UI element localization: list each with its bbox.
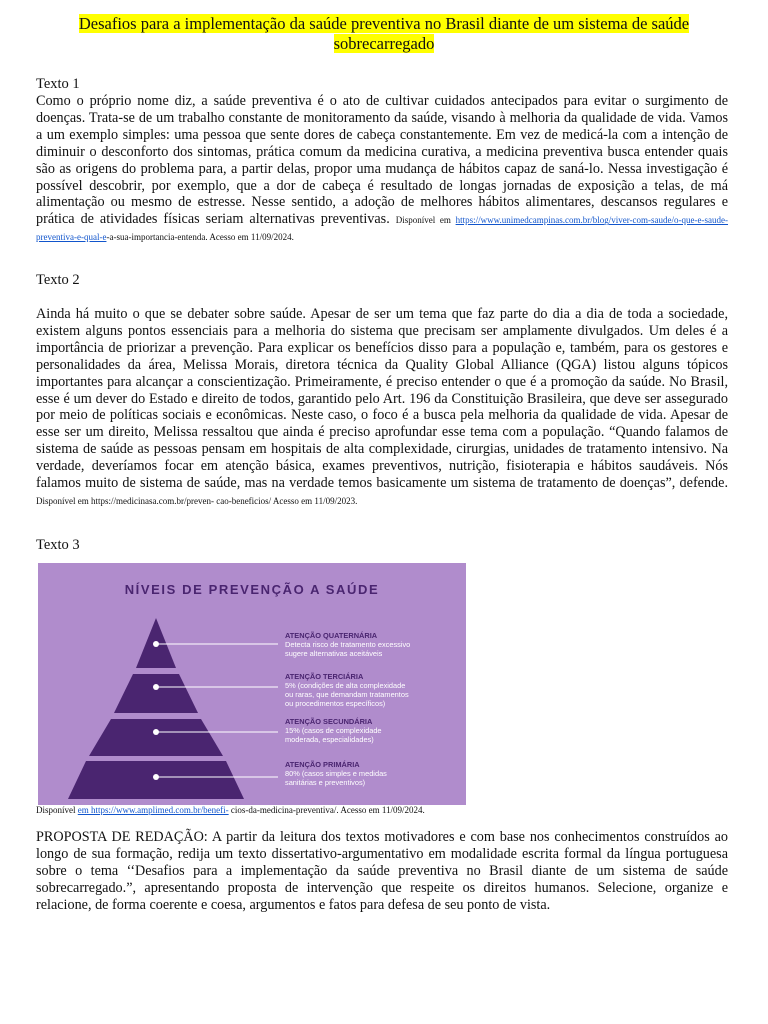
level-line-tertiary-1: 5% (condições de alta complexidade <box>285 681 406 690</box>
document-title <box>36 14 732 54</box>
texto1-source-prefix: Disponível em <box>395 215 451 226</box>
level-line-quaternary-2: sugere alternativas aceitáveis <box>285 649 383 658</box>
texto2-source: Disponível em https://medicinasa.com.br/preven- cao-beneficios/ Acesso em 11/09/2023. <box>36 495 358 506</box>
level-line-secondary-1: 15% (casos de complexidade <box>285 726 382 735</box>
level-heading-primary: ATENÇÃO PRIMÁRIA <box>285 760 360 769</box>
texto1-source-suffix: -a-sua-importancia-entenda. Acesso em 11/09/2024. <box>106 232 294 243</box>
figure-title: NÍVEIS DE PREVENÇÃO A SAÚDE <box>124 582 380 597</box>
pyramid-level-secondary <box>89 719 223 756</box>
texto3-caption-prefix: Disponível <box>36 805 78 815</box>
texto2-label: Texto 2 <box>36 272 80 288</box>
texto1-label: Texto 1 <box>36 76 80 92</box>
level-line-secondary-2: moderada, especialidades) <box>285 735 374 744</box>
level-heading-tertiary: ATENÇÃO TERCIÁRIA <box>285 672 364 681</box>
texto2-paragraph <box>36 306 728 509</box>
level-line-tertiary-2: ou raras, que demandam tratamentos <box>285 690 409 699</box>
prevention-pyramid-graphic <box>38 563 466 805</box>
level-line-quaternary-1: Detecta risco de tratamento excessivo <box>285 640 411 649</box>
texto3-label: Texto 3 <box>36 537 80 553</box>
texto1-body: Como o próprio nome diz, a saúde preventiva é o ato de cultivar cuidados antecipados para evitar o surgimento de doenças. Trata-se de um trabalho constante de monitoramento da saúde, visando à melhoria da qualidade de vida. Vamos a um exemplo simples: uma pessoa que sente dores de cabeça constantemente. Em vez de medicá-la com a intenção de diminuir o desconforto dos sintomas, prática comum da medicina curativa, a medicina preventiva busca entender quais são as origens do problema para, a partir delas, propor uma mudança de hábitos capaz de saná-lo. Nessa investigação é possível descobrir, por exemplo, que a dor de cabeça é resultado de longas jornadas de exposição a telas, de má alimentação ou mesmo de estresse. Nesse sentido, a adoção de melhores hábitos alimentares, descansos regulares e prática de atividades físicas seriam alternativas preventivas. <box>36 93 728 228</box>
texto2-body: Ainda há muito o que se debater sobre saúde. Apesar de ser um tema que faz parte do dia a dia de toda a sociedade, existem alguns pontos essenciais para a melhoria do sistema que precisam ser amplamente divulgados. Um deles é a importância de priorizar a prevenção. Para explicar os benefícios disso para a população e, também, para os gestores e personalidades da área, Melissa Morais, diretora técnica da Quality Global Alliance (QGA) listou alguns tópicos importantes para alcançar a conscientização. Primeiramente, é preciso entender o que é a promoção da saúde. No Brasil, esse é um dever do Estado e direito de todos, garantido pelo Art. 196 da Constituição Brasileira, que deve ser assegurado por meio de políticas sociais e econômicas. Neste caso, o foco é a busca pela melhoria da qualidade de vida. Apesar de esse ser um direito, Melissa ressaltou que ainda é preciso aprofundar esse tema com a população. “Quando falamos de sistema de saúde as pessoas pensam em hospitais de alta complexidade, cirurgias, unidades de tratamento intensivo. Na verdade, deveríamos focar em atenção básica, exames preventivos, nutrição, fisioterapia e hábitos saudáveis. Nós falamos muito de sistema de saúde, mas na verdade temos basicamente um sistema de tratamento de doenças”, defende. <box>36 306 728 492</box>
prevention-levels-figure <box>38 563 466 805</box>
texto3-caption <box>36 805 425 816</box>
proposta-paragraph: PROPOSTA DE REDAÇÃO: A partir da leitura dos textos motivadores e com base nos conhecimentos construídos ao longo de sua formação, redija um texto dissertativo-argumentativo em modalidade escrita formal da língua portuguesa sobre o tema ‘‘Desafios para a implementação da saúde preventiva no Brasil diante de um sistema de saúde sobrecarregado.”, apresentando proposta de intervenção que respeite os direitos humanos. Selecione, organize e relacione, de forma coerente e coesa, argumentos e fatos para defesa de seu ponto de vista. <box>36 829 728 913</box>
texto3-caption-suffix: cios-da-medicina-preventiva/. Acesso em 11/09/2024. <box>228 805 425 815</box>
level-line-primary-1: 80% (casos simples e medidas <box>285 769 387 778</box>
texto3-caption-link[interactable]: em https://www.amplimed.com.br/benefi- <box>77 805 229 815</box>
texto1-source-link[interactable]: https://www.unimedcampinas.com.br/blog/viver-com-saude/o-que-e-saude-preventiva-e-qual-e <box>36 215 729 243</box>
level-line-primary-2: sanitárias e preventivos) <box>285 778 366 787</box>
pyramid-level-tertiary <box>114 674 198 713</box>
level-line-tertiary-3: ou procedimentos específicos) <box>285 699 386 708</box>
level-heading-secondary: ATENÇÃO SECUNDÁRIA <box>285 717 373 726</box>
texto1-paragraph <box>36 93 728 245</box>
title-highlight: Desafios para a implementação da saúde preventiva no Brasil diante de um sistema de saúde sobrecarregado <box>78 14 690 53</box>
level-heading-quaternary: ATENÇÃO QUATERNÁRIA <box>285 631 378 640</box>
